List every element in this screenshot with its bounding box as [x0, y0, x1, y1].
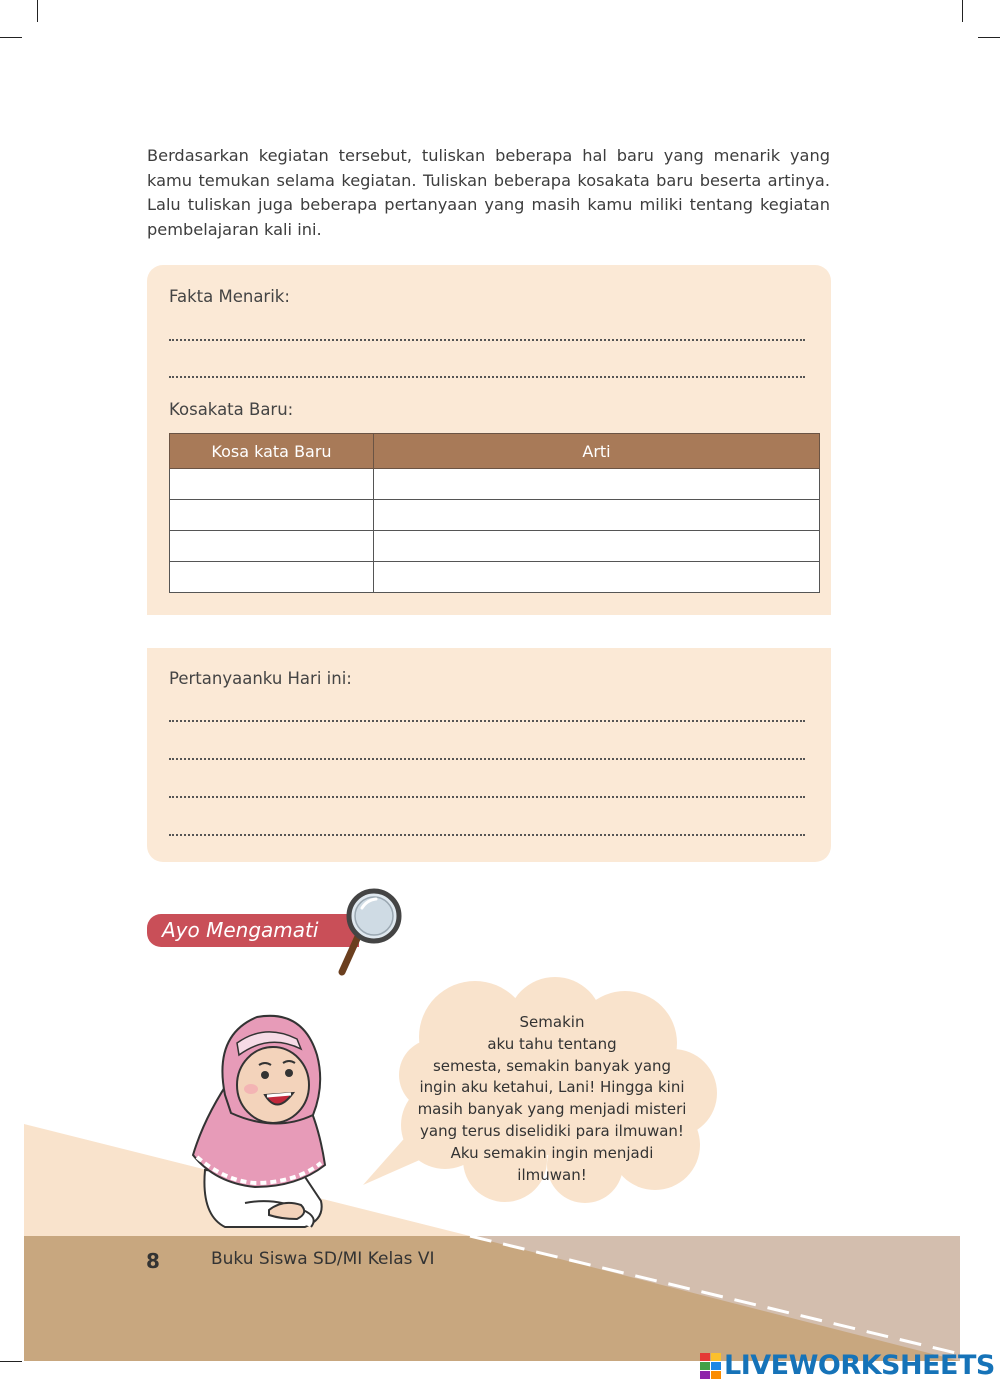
- vocab-table: [169, 433, 820, 593]
- table-row: [170, 469, 820, 500]
- magnifier-icon: [334, 886, 404, 980]
- speech-line: Aku semakin ingin menjadi: [450, 1143, 654, 1162]
- book-title: Buku Siswa SD/MI Kelas VI: [211, 1249, 435, 1269]
- table-row: [170, 531, 820, 562]
- speech-line: aku tahu tentang: [487, 1034, 617, 1053]
- speech-text: [412, 1012, 692, 1186]
- crop-mark: [37, 0, 38, 22]
- questions-panel: [147, 648, 831, 862]
- section-banner: Ayo Mengamati: [147, 914, 359, 947]
- vocab-cell[interactable]: [170, 562, 374, 593]
- facts-answer-line-2[interactable]: [169, 376, 805, 378]
- table-row: [170, 500, 820, 531]
- header-meaning: Arti: [374, 434, 820, 469]
- vocab-label: Kosakata Baru:: [169, 400, 294, 419]
- question-answer-line-1[interactable]: [169, 720, 805, 722]
- questions-label: Pertanyaanku Hari ini:: [169, 669, 352, 688]
- facts-vocab-panel: [147, 265, 831, 615]
- liveworksheets-logo: [698, 1350, 995, 1381]
- meaning-cell[interactable]: [374, 500, 820, 531]
- speech-line: Semakin: [519, 1013, 585, 1031]
- vocab-cell[interactable]: [170, 469, 374, 500]
- liveworksheets-brand: LIVEWORKSHEETS: [724, 1350, 995, 1381]
- table-row: [170, 562, 820, 593]
- vocab-cell[interactable]: [170, 500, 374, 531]
- speech-line: yang terus diselidiki para ilmuwan!: [420, 1121, 684, 1140]
- girl-illustration: [185, 1005, 345, 1235]
- question-answer-line-3[interactable]: [169, 796, 805, 798]
- liveworksheets-icon: [698, 1351, 724, 1381]
- crop-mark: [978, 37, 1000, 38]
- question-answer-line-2[interactable]: [169, 758, 805, 760]
- meaning-cell[interactable]: [374, 469, 820, 500]
- speech-line: ingin aku ketahui, Lani! Hingga kini: [419, 1078, 685, 1097]
- vocab-cell[interactable]: [170, 531, 374, 562]
- intro-paragraph: Berdasarkan kegiatan tersebut, tuliskan beberapa hal baru yang menarik yang kamu temukan selama kegiatan. Tuliskan beberapa kosakata baru beserta artinya. Lalu tuliskan juga beberapa pertanyaan yang masih kamu miliki tentang kegiatan pembelajaran kali ini.: [147, 146, 830, 239]
- meaning-cell[interactable]: [374, 531, 820, 562]
- facts-answer-line-1[interactable]: [169, 339, 805, 341]
- page-number: 8: [146, 1249, 160, 1273]
- crop-mark: [962, 0, 963, 22]
- speech-line: ilmuwan!: [517, 1165, 587, 1184]
- speech-line: semesta, semakin banyak yang: [432, 1056, 672, 1075]
- question-answer-line-4[interactable]: [169, 834, 805, 836]
- meaning-cell[interactable]: [374, 562, 820, 593]
- facts-label: Fakta Menarik:: [169, 287, 290, 306]
- crop-mark: [0, 37, 22, 38]
- header-vocab: Kosa kata Baru: [170, 434, 374, 469]
- table-header-row: [170, 434, 820, 469]
- speech-line: masih banyak yang menjadi misteri: [417, 1100, 687, 1119]
